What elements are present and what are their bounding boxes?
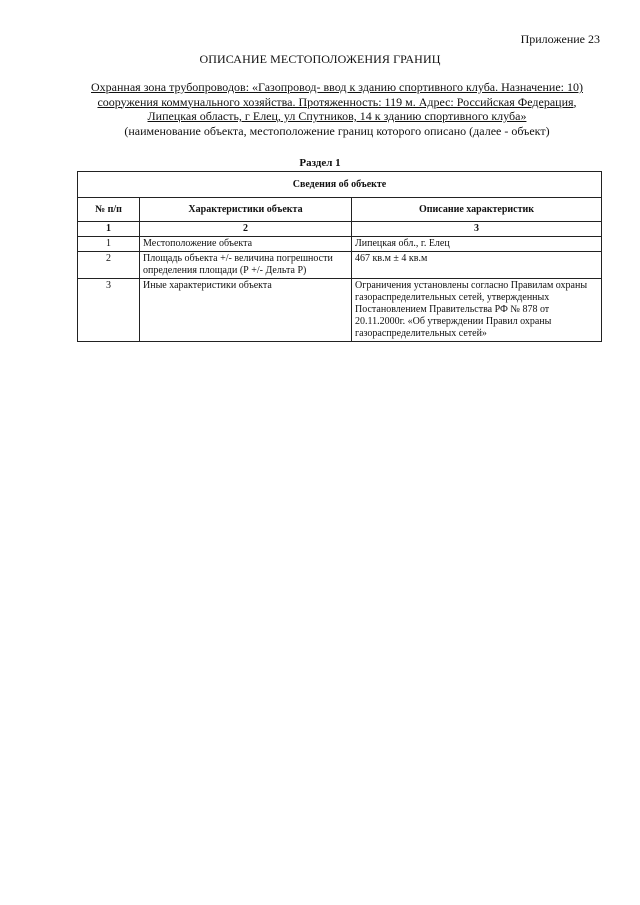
row-characteristic: Иные характеристики объекта: [140, 279, 352, 342]
table-row: [78, 237, 602, 252]
object-description-block: [78, 80, 596, 138]
object-description: Охранная зона трубопроводов: «Газопровод- ввод к зданию спортивного клуба. Назначение: 10) сооружения коммунального хозяйства. Протяженность: 119 м. Адрес: Российская Федерация, Липецкая область, г Елец, ул Спутников, 14 к зданию спортивного клуба»: [91, 80, 583, 123]
column-header-number: № п/п: [78, 198, 140, 222]
object-description-note: (наименование объекта, местоположение границ которого описано (далее - объект): [124, 123, 550, 138]
table-row: [78, 252, 602, 279]
appendix-label: Приложение 23: [520, 32, 600, 46]
row-description: 467 кв.м ± 4 кв.м: [352, 252, 602, 279]
row-number: 1: [78, 237, 140, 252]
table-row: [78, 279, 602, 342]
column-number-row: [78, 222, 602, 237]
column-header-description: Описание характеристик: [352, 198, 602, 222]
row-number: 2: [78, 252, 140, 279]
row-characteristic: Местоположение объекта: [140, 237, 352, 252]
row-characteristic: Площадь объекта +/- величина погрешности определения площади (Р +/- Дельта Р): [140, 252, 352, 279]
section-title: Раздел 1: [299, 157, 341, 169]
table-header-row: [78, 198, 602, 222]
row-description: Липецкая обл., г. Елец: [352, 237, 602, 252]
column-header-characteristic: Характеристики объекта: [140, 198, 352, 222]
column-number-2: 2: [140, 222, 352, 237]
table-caption-row: [78, 172, 602, 198]
row-description: Ограничения установлены согласно Правилам охраны газораспределительных сетей, утвержденных Постановлением Правительства РФ № 878 от 20.11.2000г. «Об утверждении Правил охраны газораспределительных сетей»: [352, 279, 602, 342]
document-title: ОПИСАНИЕ МЕСТОПОЛОЖЕНИЯ ГРАНИЦ: [199, 52, 441, 66]
column-number-3: 3: [352, 222, 602, 237]
object-info-table: [77, 171, 602, 342]
row-number: 3: [78, 279, 140, 342]
table-caption: Сведения об объекте: [78, 172, 602, 198]
column-number-1: 1: [78, 222, 140, 237]
